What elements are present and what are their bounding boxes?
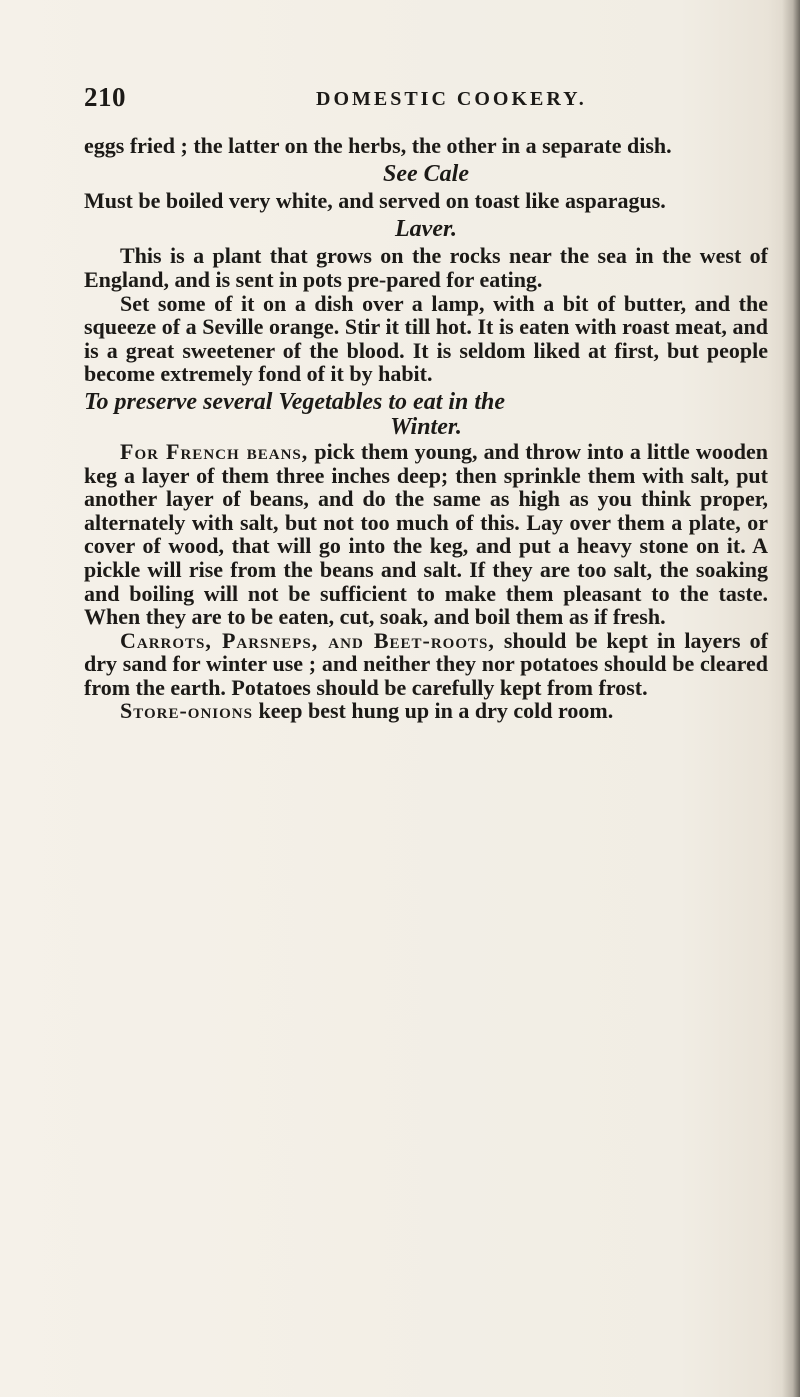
- heading-preserve-vegetables: [84, 390, 768, 440]
- paragraph-french-beans: [84, 440, 768, 629]
- paragraph-sea-cale: Must be boiled very white, and served on toast like asparagus.: [84, 188, 666, 214]
- running-head: [84, 82, 774, 122]
- page-number: 210: [84, 82, 126, 112]
- heading-laver: Laver.: [395, 215, 457, 242]
- running-title: DOMESTIC COOKERY.: [316, 88, 587, 110]
- page-edge-shadow: [782, 0, 800, 1397]
- text-store-onions: keep best hung up in a dry cold room.: [252, 698, 614, 724]
- heading-preserve-line1: To preserve several Vegetables to eat in the: [84, 388, 506, 415]
- text-carrots: should be kept in layers of dry sand for winter use ; and neither they nor potatoes should be cleared from the earth. Potatoes should be carefully kept from frost.: [84, 627, 768, 700]
- body-text: [84, 134, 768, 723]
- text-french-beans: pick them young, and throw into a little wooden keg a layer of them three inches deep; then sprinkle them with salt, put another layer of beans, and do the same as high as you think proper, alternately with salt, but not too much of this. Lay over them a plate, or cover of wood, that will go into the keg, and put a heavy stone on it. A pickle will rise from the beans and salt. If they are too salt, the soaking and boiling will not be sufficient to make them pleasant to the taste. When they are to be eaten, cut, soak, and boil them as if fresh.: [84, 438, 768, 630]
- heading-preserve-line2: Winter.: [390, 413, 462, 440]
- lead-carrots: Carrots, Parsneps, and Beet-roots,: [120, 627, 495, 653]
- lead-store-onions: Store-onions: [120, 698, 253, 724]
- paragraph-store-onions: [84, 699, 768, 723]
- paragraph-carrots: [84, 629, 768, 700]
- paragraph-laver-2: Set some of it on a dish over a lamp, with a bit of butter, and the squeeze of a Seville orange. Stir it till hot. It is eaten with roast meat, and is a great sweetener of the blood. It is seldom liked at first, but people become extremely fond of it by habit.: [84, 290, 768, 387]
- paragraph-continued: eggs fried ; the latter on the herbs, the other in a separate dish.: [84, 133, 672, 158]
- lead-french-beans: For French beans,: [120, 438, 309, 464]
- paragraph-laver-1: This is a plant that grows on the rocks near the sea in the west of England, and is sent in pots pre-pared for eating.: [84, 243, 768, 292]
- heading-sea-cale: See Cale: [383, 160, 469, 187]
